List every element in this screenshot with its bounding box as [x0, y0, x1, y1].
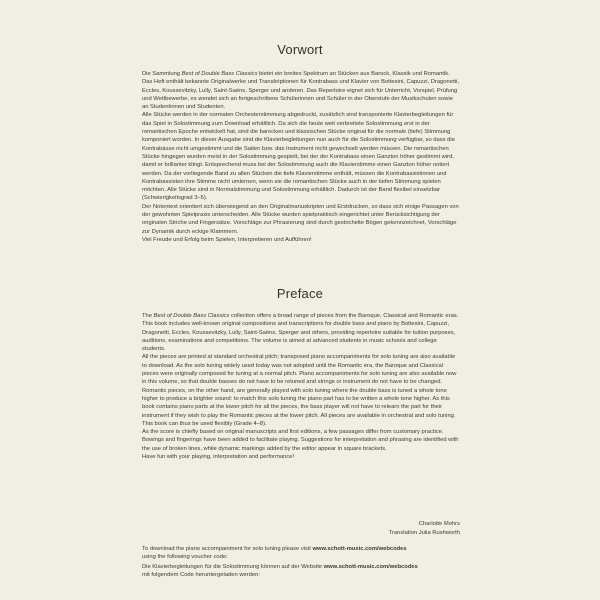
- preface-paragraph-3: As the score is chiefly based on original manuscripts and first editions, a few passages differ from customary practice. Bowings and fingerings have been added to facilitate playing. Suggestions for interpretation and phrasing are identified with the use of broken lines, while dynamic markings added by the editor appear in square brackets.: [142, 429, 459, 452]
- download-note-german: Die Klavierbegleitungen für die Solostimmung können auf der Website www.schott-music.com/webcodes mit folgendem Code heruntergeladen werden:: [142, 564, 418, 579]
- vorwort-paragraph-2: Alle Stücke werden in der normalen Orchesterstimmung abgedruckt, zusätzlich sind transponierte Klavierbegleitungen für das Spiel in Solostimmung zum Download erhältlich. Da sich die heute weit verbreitete Solostimmung erst in der romantischen Epoche entwickelt hat, sind die barocken und klassischen Stücke original für die normale (tiefe) Stimmung komponiert worden. In dieser Ausgabe sind die Klavierbegleitungen nun auch für die Solostimmung verfügbar, so dass die Kontrabässe nicht umgestimmt und die Saiten bzw. das Instrument nicht gewechselt werden müssen. Die romantischen Stücke hingegen wurden meist in der Solostimmung gespielt, bei der der Kontrabass einen Ganzton höher gestimmt wird, damit er brillanter klingt. Entsprechend muss bei der Solostimmung auch die Klavierstimme einen Ganzton höher notiert werden. Da der vorliegende Band zu allen Stücken die tiefe Klavierstimme enthält, müssen die Kontrabassistinnen und Kontrabassisten ihre Stimme nicht umlernen, wenn sie die romantischen Stücke auch in der tiefen Stimmung spielen möchten. Alle Stücke sind in Normalstimmung und Solostimmung erhältlich. Dadurch ist der Band flexibel einsetzbar (Schwierigkeitsgrad 3–5).: [142, 112, 455, 202]
- collection-title: Best of Double Bass Classics: [153, 313, 230, 319]
- webcodes-link[interactable]: www.schott-music.com/webcodes: [323, 564, 418, 570]
- author-signature: Charlotte Mohrs: [418, 521, 460, 527]
- vorwort-body: [142, 70, 460, 244]
- download-note-english: To download the piano accompaniment for solo tuning please visit www.schott-music.com/webcodes using the following voucher code:: [142, 546, 407, 561]
- vorwort-heading: Vorwort: [277, 42, 323, 57]
- preface-heading: Preface: [276, 286, 324, 301]
- preface-paragraph-4: Have fun with your playing, interpretation and performance!: [142, 454, 295, 461]
- preface-body: [142, 312, 460, 461]
- preface-paragraph-2: All the pieces are printed at standard orchestral pitch; transposed piano accompaniments for solo tuning are also available to download. As the solo tuning widely used today was not adopted until the Romantic era, the Baroque and Classical pieces were originally composed for tuning at a normal pitch. Piano accompaniments for solo tuning are also available now in this volume, so that double basses do not have to be retuned and strings or instrument do not have to be changed. Romantic pieces, on the other hand, are generally played with solo tuning where the double bass is tuned a whole tone higher to produce a brighter sound: to match this solo tuning the piano part has to be written a whole tone higher. As this book contains piano parts at the lower pitch for all the pieces, the bass player will not have to relearn the part for their instrument if they wish to play the Romantic pieces at the lower pitch. All pieces are available in orchestral and solo tuning. This book can thus be used flexibly (Grade 4–8).: [142, 354, 457, 427]
- vorwort-paragraph-3: Der Notentext orientiert sich überwiegend an den Originalmanuskripten und Erstdrucken, so dass sich einige Passagen von der gewohnten Spielpraxis unterscheiden. Alle Stücke wurden spielpraktisch eingerichtet unter Berücksichtigung der originalen Striche und Fingersätze. Vorschläge zur Phrasierung sind durch gestrichelte Bögen gekennzeichnet, Vorschläge zur Dynamik durch eckige Klammern.: [142, 203, 459, 235]
- vorwort-paragraph-4: Viel Freude und Erfolg beim Spielen, Interpretieren und Aufführen!: [142, 236, 312, 243]
- translator-credit: Translation Julia Rushworth: [388, 530, 460, 536]
- webcodes-link[interactable]: www.schott-music.com/webcodes: [312, 546, 407, 552]
- vorwort-paragraph-1: Die Sammlung Best of Double Bass Classics bietet ein breites Spektrum an Stücken aus Barock, Klassik und Romantik. Das Heft enthält bekannte Originalwerke und Transkriptionen für Kontrabass und Klavier von Bottesini, Capuzzi, Dragonetti, Eccles, Koussevitzky, Lully, Saint-Saëns, Sperger und anderen. Das Repertoire eignet sich für Unterricht, Vorspiel, Prüfung und Wettbewerbe, es wendet sich an fortgeschrittene Schülerinnen und Schüler in der Oberstufe der Musikschulen sowie an Studentinnen und Studenten.: [142, 71, 460, 111]
- preface-paragraph-1: The Best of Double Bass Classics collection offers a broad range of pieces from the Baroque, Classical and Romantic eras. This book includes well-known original compositions and transcriptions for double bass and piano by Bottesini, Capuzzi, Dragonetti, Eccles, Koussevitzky, Lully, Saint-Saëns, Sperger and others, providing repertoire suitable for tuition purposes, auditions, examinations and competitions. The volume is aimed at advanced students in music schools and college students.: [142, 313, 459, 353]
- collection-title: Best of Double Bass Classics: [181, 71, 258, 77]
